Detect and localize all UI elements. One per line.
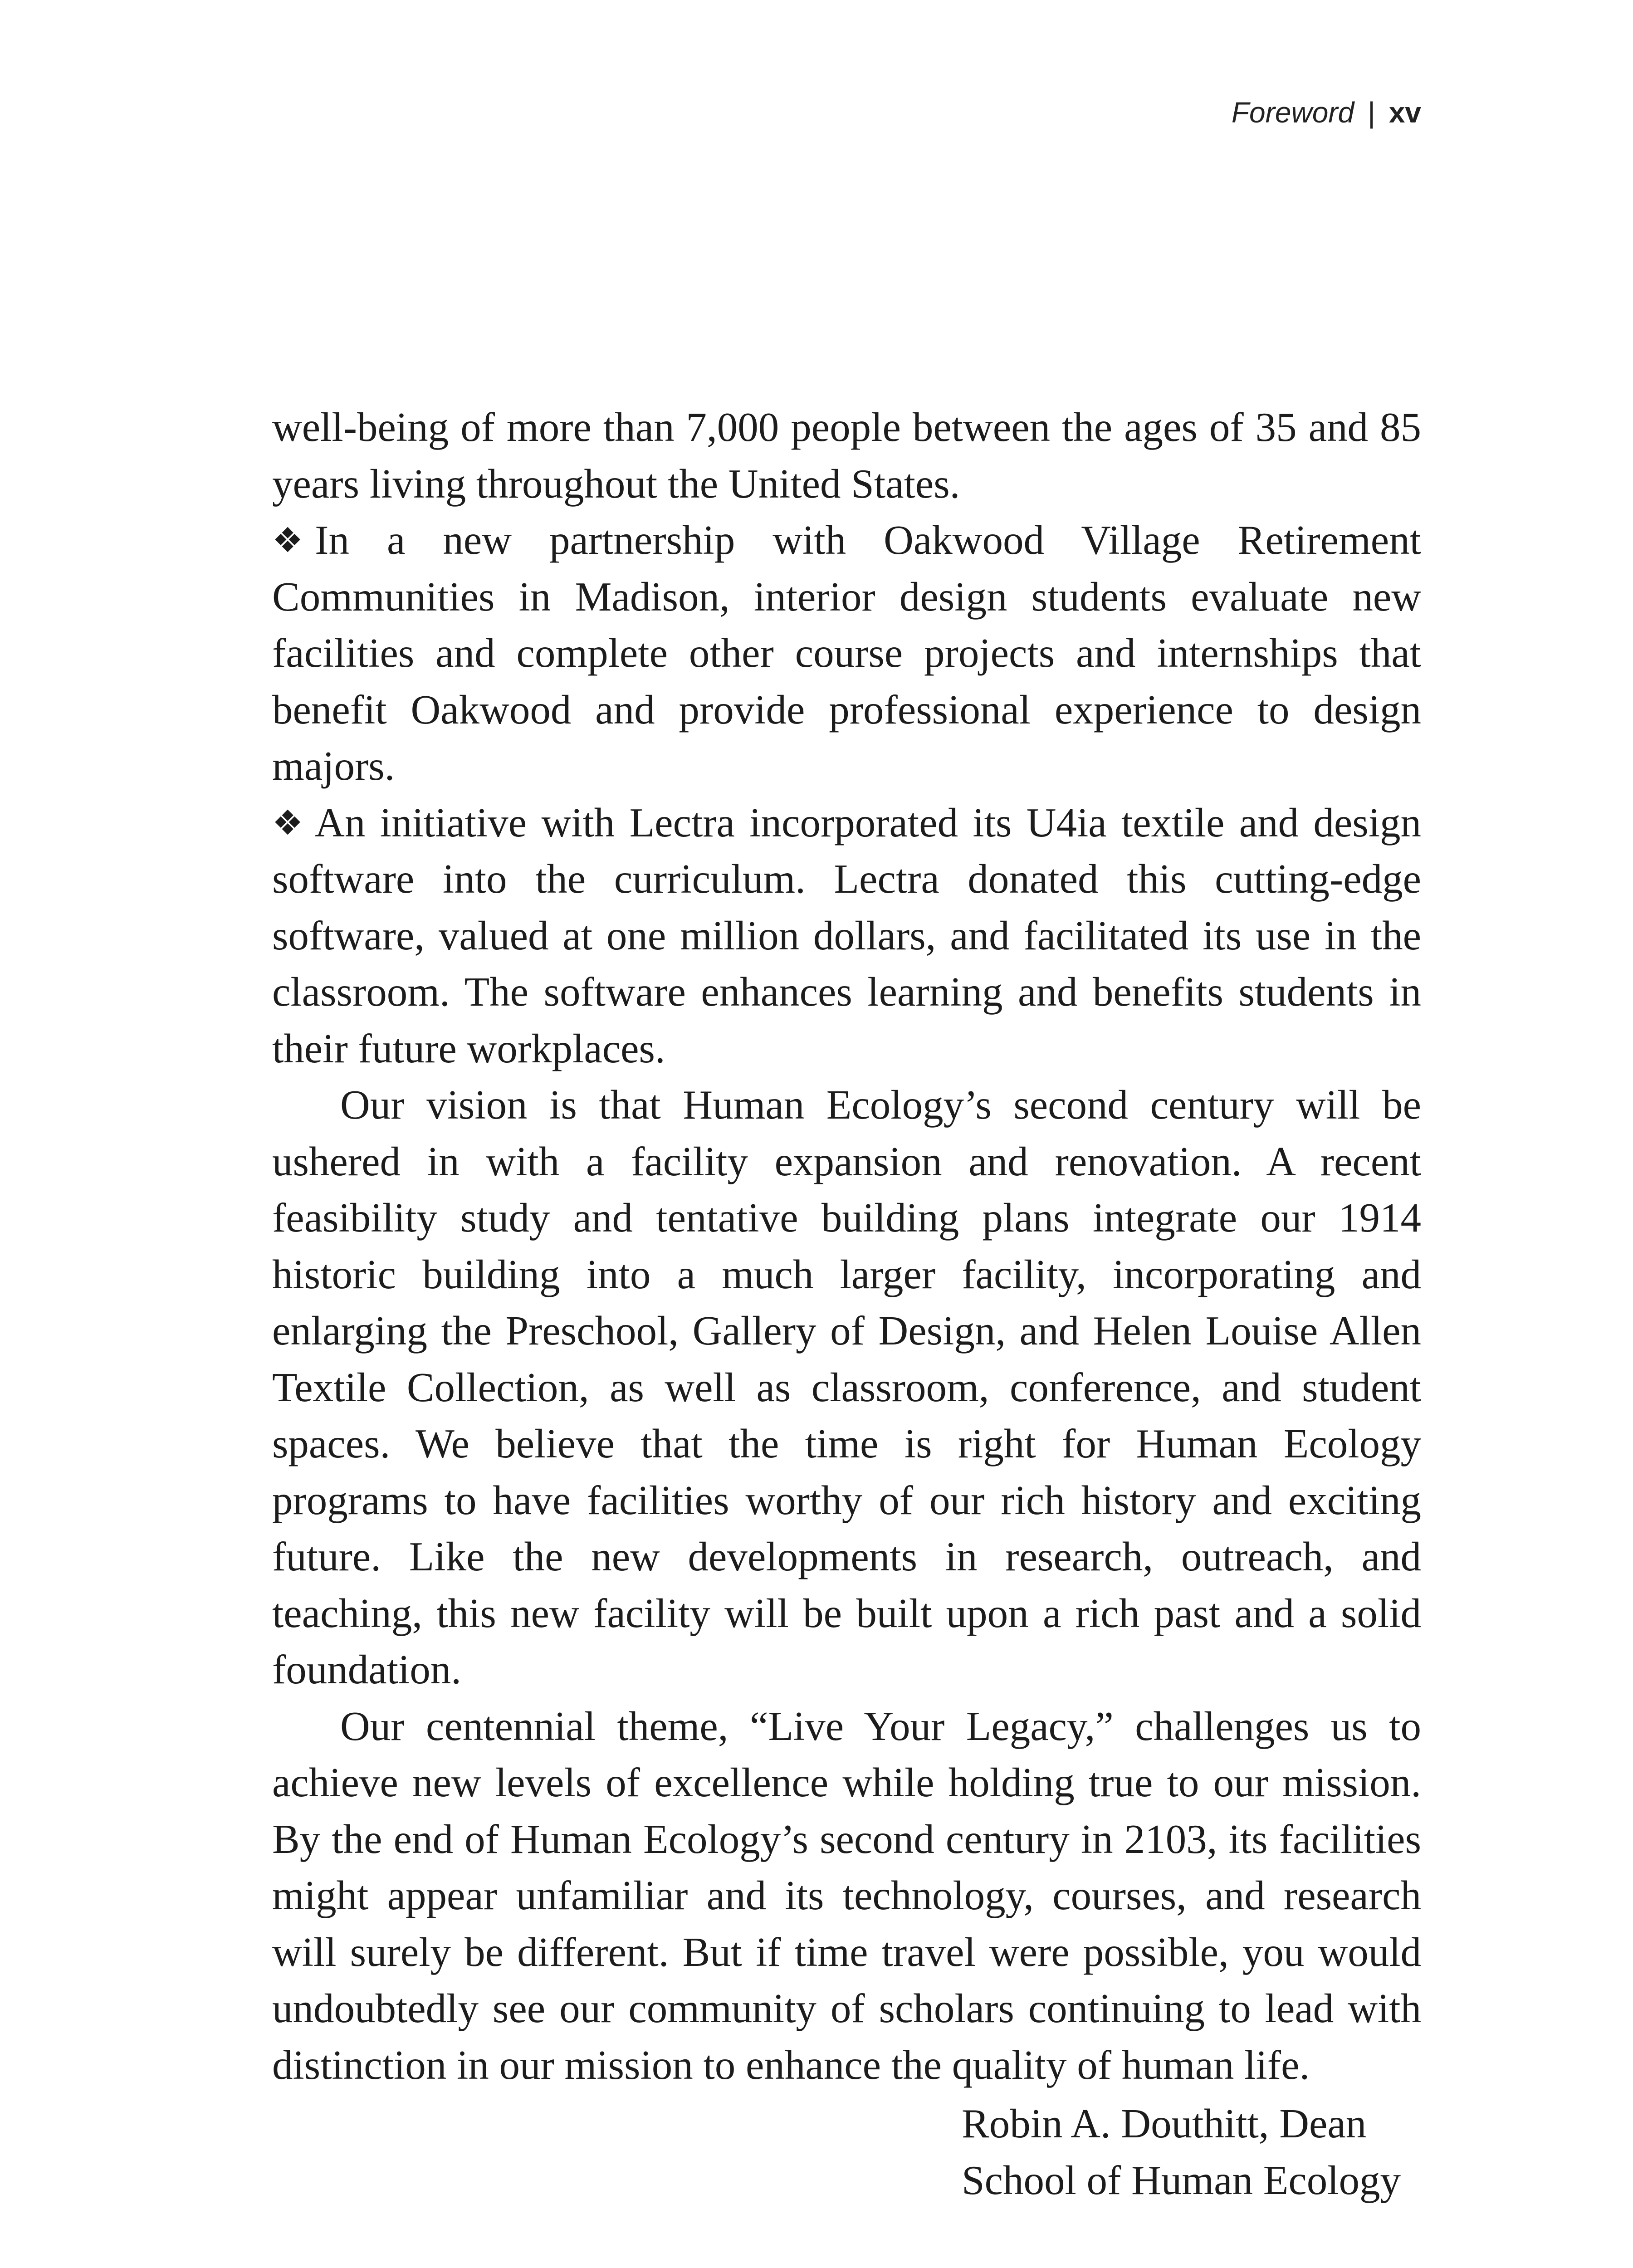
diamond-bullet-icon: ❖ <box>272 802 303 843</box>
continuation-paragraph: well-being of more than 7,000 people between the ages of 35 and 85 years living throughout the United States. <box>272 404 1421 507</box>
bullet-text: An initiative with Lectra incorporated its U4ia textile and design software into the curriculum. Lectra donated this cutting-edge software, valued at one million dollars, and facilitated its use in the classroom. The software enhances learning and benefits students in their future workplaces. <box>272 799 1421 1071</box>
signature-affiliation: School of Human Ecology <box>962 2157 1401 2203</box>
page-number: xv <box>1389 96 1421 129</box>
body-text <box>272 399 1421 2093</box>
running-head <box>1232 94 1421 131</box>
bullet-item-oakwood <box>272 512 1421 795</box>
signature-block <box>962 2096 1401 2209</box>
paragraph-vision: Our vision is that Human Ecology’s second century will be ushered in with a facility expansion and renovation. A recent feasibility study and tentative building plans integrate our 1914 historic building into a much larger facility, incorporating and enlarging the Preschool, Gallery of Design, and Helen Louise Allen Textile Collection, as well as classroom, conference, and student spaces. We believe that the time is right for Human Ecology programs to have facilities worthy of our rich history and exciting future. Like the new developments in research, outreach, and teaching, this new facility will be built upon a rich past and a solid foundation. <box>272 1082 1421 1692</box>
bullet-text: In a new partnership with Oakwood Village Retirement Communities in Madison, interior design students evaluate new facilities and complete other course projects and internships that benefit Oakwood and provide professional experience to design majors. <box>272 517 1421 789</box>
running-head-separator: | <box>1368 96 1375 129</box>
signature-name: Robin A. Douthitt, Dean <box>962 2101 1367 2146</box>
running-head-section: Foreword <box>1231 96 1354 129</box>
diamond-bullet-icon: ❖ <box>272 520 303 560</box>
paragraph-centennial: Our centennial theme, “Live Your Legacy,” challenges us to achieve new levels of excellence while holding true to our mission. By the end of Human Ecology’s second century in 2103, its facilities might appear unfamiliar and its technology, courses, and research will surely be different. But if time travel were possible, you would undoubtedly see our community of scholars continuing to lead with distinction in our mission to enhance the quality of human life. <box>272 1703 1421 2088</box>
bullet-item-lectra <box>272 795 1421 1077</box>
